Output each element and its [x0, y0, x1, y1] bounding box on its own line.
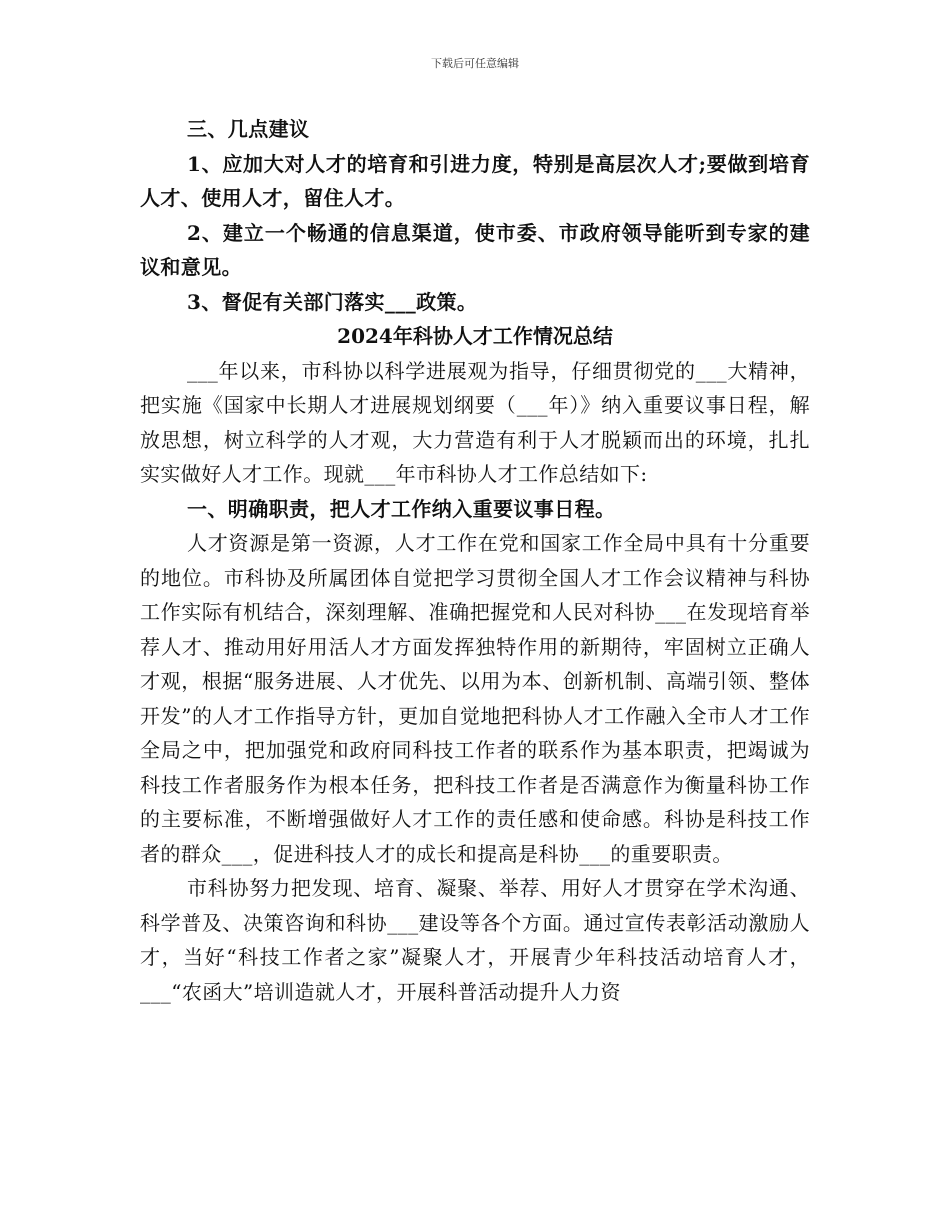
suggestion-1: 1、应加大对人才的培育和引进力度，特别是高层次人才;要做到培育人才、使用人才，留住人才。 [140, 151, 810, 210]
body-paragraph-1: 人才资源是第一资源，人才工作在党和国家工作全局中具有十分重要的地位。市科协及所属团体自觉把学习贯彻全国人才工作会议精神与科协工作实际有机结合，深刻理解、准确把握党和人民对科协___在发现培育举荐人才、推动用好用活人才方面发挥独特作用的新期待，牢固树立正确人才观，根据“服务进展、人才优先、以用为本、创新机制、高端引领、整体开发”的人才工作指导方针，更加自觉地把科协人才工作融入全市人才工作全局之中，把加强党和政府同科技工作者的联系作为基本职责，把竭诚为科技工作者服务作为根本任务，把科技工作者是否满意作为衡量科协工作的主要标准，不断增强做好人才工作的责任感和使命感。科协是科技工作者的群众___，促进科技人才的成长和提高是科协___的重要职责。 [140, 531, 810, 866]
section-heading-suggestions: 三、几点建议 [187, 117, 310, 141]
suggestion-2: 2、建立一个畅通的信息渠道，使市委、市政府领导能听到专家的建议和意见。 [140, 220, 810, 279]
page-header: 下载后可任意编辑 [431, 57, 519, 70]
document-body [140, 112, 810, 1009]
body-paragraph-2: 市科协努力把发现、培育、凝聚、举荐、用好人才贯穿在学术沟通、科学普及、决策咨询和科协___建设等各个方面。通过宣传表彰活动激励人才，当好“科技工作者之家”凝聚人才，开展青少年科技活动培育人才，___“农函大”培训造就人才，开展科普活动提升人力资 [140, 876, 810, 1004]
suggestion-3: 3、督促有关部门落实___政策。 [187, 289, 478, 314]
section-heading-1: 一、明确职责，把人才工作纳入重要议事日程。 [187, 496, 616, 521]
document-title: 2024年科协人才工作情况总结 [337, 324, 613, 348]
intro-paragraph: ___年以来，市科协以科学进展观为指导，仔细贯彻党的___大精神，把实施《国家中长期人才进展规划纲要（___年）》纳入重要议事日程，解放思想，树立科学的人才观，大力营造有利于人才脱颖而出的环境，扎扎实实做好人才工作。现就___年市科协人才工作总结如下: [140, 358, 810, 486]
